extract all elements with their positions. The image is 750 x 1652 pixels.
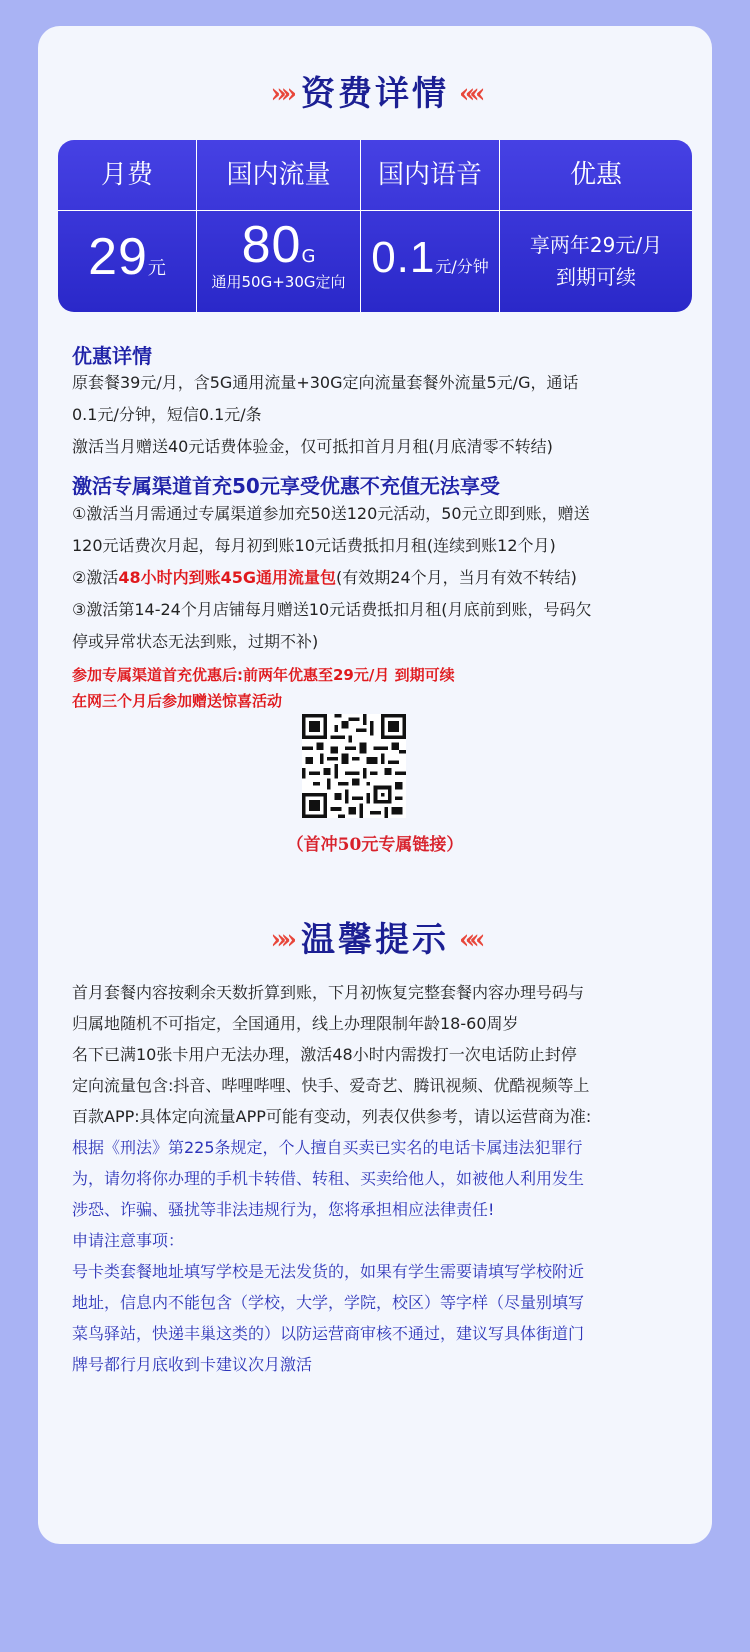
details-heading: 优惠详情 (72, 344, 152, 368)
voice-value (361, 211, 499, 312)
data-breakdown: 通用50G+30G定向 (211, 273, 346, 291)
data-number: 80 (241, 216, 302, 274)
tips-line: 名下已满10张卡用户无法办理，激活48小时内需拨打一次电话防止封停 (72, 1045, 577, 1064)
tips-title-text: 温馨提示 (301, 920, 449, 960)
pricing-table (58, 140, 692, 312)
details-line: 120元话费次月起，每月初到账10元话费抵扣月租(连续到账12个月) (72, 536, 556, 555)
tips-line: 首月套餐内容按剩余天数折算到账，下月初恢复完整套餐内容办理号码与 (72, 983, 585, 1002)
legal-line: 为，请勿将你办理的手机卡转借、转租、买卖给他人，如被他人利用发生 (72, 1169, 585, 1188)
details-line (72, 562, 682, 594)
notice-line: 地址，信息内不能包含（学校，大学，学院，校区）等字样（尽量别填写 (72, 1293, 585, 1312)
header-monthly-fee: 月费 (100, 160, 153, 190)
item2-highlight: 48小时内到账45G通用流量包 (118, 568, 337, 587)
details-line: 激活当月赠送40元话费体验金，仅可抵扣首月月租(月底清零不转结) (72, 437, 553, 456)
chevron-right-icon: »» (270, 925, 291, 955)
tips-line: 定向流量包含:抖音、哔哩哔哩、快手、爱奇艺、腾讯视频、优酷视频等上 (72, 1076, 590, 1095)
activation-heading: 激活专属渠道首充50元享受优惠不充值无法享受 (72, 474, 500, 498)
voice-unit: 元/分钟 (435, 257, 489, 276)
info-card (38, 26, 712, 1544)
notice-line: 菜鸟驿站，快递丰巢这类的）以防运营商审核不通过，建议写具体街道门 (72, 1324, 585, 1343)
details-line: ①激活当月需通过专属渠道参加充50送120元活动，50元立即到账，赠送 (72, 504, 590, 523)
red-notice: 在网三个月后参加赠送惊喜活动 (72, 692, 283, 710)
fee-number: 29 (88, 228, 148, 286)
legal-line: 涉恐、诈骗、骚扰等非法违规行为，您将承担相应法律责任! (72, 1200, 495, 1219)
promo-value (500, 211, 692, 312)
notice-line: 号卡类套餐地址填写学校是无法发货的，如果有学生需要请填写学校附近 (72, 1262, 585, 1281)
fees-title-text: 资费详情 (301, 74, 449, 114)
tips-line: 归属地随机不可指定，全国通用，线上办理限制年龄18-60周岁 (72, 1014, 519, 1033)
data-unit: G (301, 246, 316, 267)
section-title-fees (38, 66, 712, 115)
fee-unit: 元 (147, 258, 166, 279)
chevron-right-icon: »» (270, 79, 291, 109)
details-line: 原套餐39元/月，含5G通用流量+30G定向流量套餐外流量5元/G，通话 (72, 373, 579, 392)
promo-line-2: 到期可续 (556, 265, 636, 289)
item2-prefix: ②激活 (72, 568, 119, 587)
chevron-left-icon: «« (459, 79, 480, 109)
data-value (197, 211, 360, 312)
notice-line: 牌号都行月底收到卡建议次月激活 (72, 1355, 313, 1374)
legal-line: 根据《刑法》第225条规定，个人擅自买卖已实名的电话卡属违法犯罪行 (72, 1138, 583, 1157)
details-line: 停或异常状态无法到账，过期不补) (72, 632, 319, 651)
header-promo: 优惠 (569, 160, 622, 190)
qr-caption: （首冲50元专属链接） (286, 835, 464, 855)
notice-heading: 申请注意事项： (72, 1231, 185, 1250)
header-domestic-voice: 国内语音 (377, 160, 482, 190)
header-domestic-data: 国内流量 (226, 160, 331, 190)
chevron-left-icon: «« (459, 925, 480, 955)
section-title-tips (38, 912, 712, 961)
details-line: 0.1元/分钟，短信0.1元/条 (72, 405, 262, 424)
red-notice: 参加专属渠道首充优惠后:前两年优惠至29元/月 到期可续 (72, 666, 455, 684)
fee-value (58, 211, 196, 312)
qr-code[interactable] (302, 714, 406, 818)
details-line: ③激活第14-24个月店铺每月赠送10元话费抵扣月租(月底前到账，号码欠 (72, 600, 592, 619)
tips-line: 百款APP:具体定向流量APP可能有变动，列表仅供参考，请以运营商为准: (72, 1107, 592, 1126)
item2-suffix: (有效期24个月，当月有效不转结) (336, 568, 577, 587)
voice-number: 0.1 (371, 233, 436, 282)
promo-line-1: 享两年29元/月 (529, 233, 663, 257)
